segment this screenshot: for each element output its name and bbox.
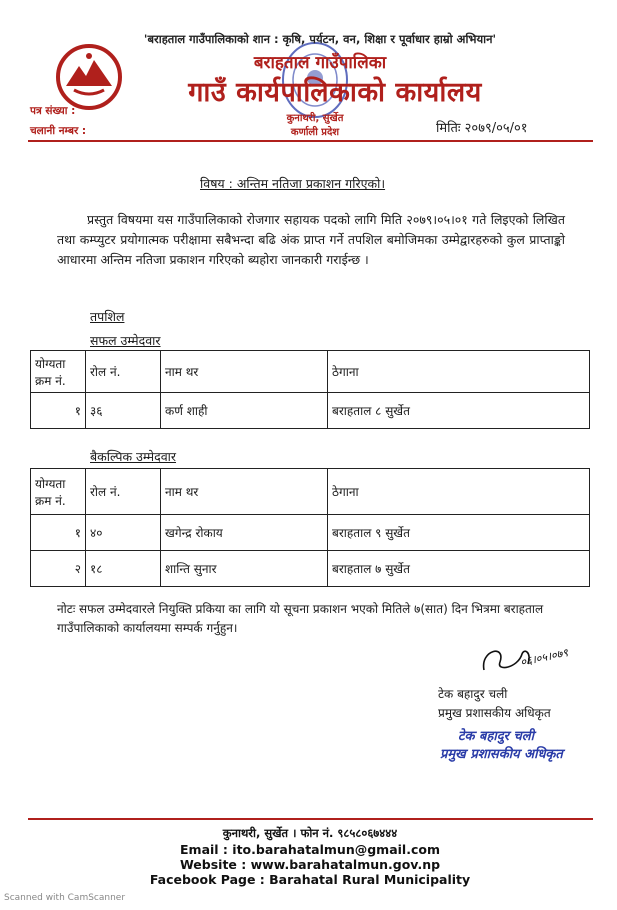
table-header-row: [31, 351, 590, 393]
column-header: नाम थर: [161, 351, 328, 393]
body-paragraph: प्रस्तुत विषयमा यस गाउँपालिकाको रोजगार सहायक पदको लागि मिति २०७९।०५।०१ गते लिइएको लिखित तथा कम्प्युटर प्रयोगात्मक परीक्षामा सबैभन्दा बढि अंक प्राप्त गर्ने तपशिल बमोजिमका उम्मेद्वारहरुको कुल प्राप्ताङ्को आधारमा अन्तिम नतिजा प्रकाशन गरिएको ब्यहोरा जानकारी गराईन्छ ।: [57, 212, 565, 267]
address-line-2: कर्णाली प्रदेश: [290, 127, 340, 138]
signatory-name: टेक बहादुर चली: [438, 687, 508, 701]
column-header: नाम थर: [161, 469, 328, 515]
municipality-name: बराहताल गाउँपालिका: [253, 53, 387, 73]
table-cell: १: [31, 393, 86, 429]
name-stamp: [440, 728, 563, 764]
letter-date: मितिः २०७९/०५/०१: [436, 121, 528, 136]
note-text: नोटः सफल उम्मेदवारले नियुक्ति प्रकिया का लागि यो सूचना प्रकाशन भएको मितिले ७(सात) दिन भित्रमा बराहताल गाउँपालिकाको कार्यालयमा सम्पर्क गर्नुहुन।: [57, 602, 544, 635]
subject-line: विषय : अन्तिम नतिजा प्रकाशन गरिएको।: [200, 176, 386, 191]
dispatch-number-label: चलानी नम्बर :: [30, 125, 87, 137]
column-header: ठेगाना: [328, 351, 590, 393]
header-divider: [28, 140, 593, 142]
footer-divider: [28, 818, 593, 820]
table-cell: शान्ति सुनार: [161, 551, 328, 587]
letter-number-label: पत्र संख्या :: [30, 105, 76, 117]
signatory-block: [438, 685, 551, 723]
signatory-title: प्रमुख प्रशासकीय अधिकृत: [438, 706, 551, 720]
table-cell: १: [31, 515, 86, 551]
stamp-name: टेक बहादुर चली: [458, 729, 534, 744]
column-header: योग्यता क्रम नं.: [31, 351, 86, 393]
table-cell: खगेन्द्र रोकाय: [161, 515, 328, 551]
stamp-title: प्रमुख प्रशासकीय अधिकृत: [440, 747, 563, 762]
footer-website[interactable]: Website : www.barahatalmun.gov.np: [179, 857, 441, 872]
column-header: रोल नं.: [86, 351, 161, 393]
successful-candidates-table: [30, 350, 590, 429]
table-header-row: [31, 469, 590, 515]
table-cell: ४०: [86, 515, 161, 551]
table-cell: ३६: [86, 393, 161, 429]
table-row: [31, 551, 590, 587]
column-header: ठेगाना: [328, 469, 590, 515]
table-cell: २: [31, 551, 86, 587]
alternate-heading: बैकल्पिक उम्मेदवार: [90, 449, 177, 464]
details-heading: तपशिल: [90, 309, 125, 324]
footer-address: कुनाथरी, सुर्खेत । फोन नं. ९८५८०६७४४४: [222, 826, 398, 840]
column-header: योग्यता क्रम नं.: [31, 469, 86, 515]
table-row: [31, 393, 590, 429]
office-name: गाउँ कार्यपालिकाको कार्यालय: [188, 77, 482, 108]
scanner-watermark: Scanned with CamScanner: [4, 893, 126, 903]
successful-heading: सफल उम्मेदवार: [90, 333, 161, 348]
footer-email[interactable]: Email : ito.barahatalmun@gmail.com: [180, 842, 440, 857]
slogan: 'बराहताल गाउँपालिकाको शान : कृषि, पर्यटन, वन, शिक्षा र पूर्वाधार हाम्रो अभियान': [143, 32, 497, 46]
address-line-1: कुनाथरी, सुर्खेत: [286, 113, 344, 124]
table-cell: कर्ण शाही: [161, 393, 328, 429]
table-row: [31, 515, 590, 551]
handwritten-date: ०६।०५।०७९: [519, 646, 570, 669]
table-cell: बराहताल ७ सुर्खेत: [328, 551, 590, 587]
alternate-candidates-table: [30, 468, 590, 587]
footer-facebook[interactable]: Facebook Page : Barahatal Rural Municipality: [149, 872, 471, 887]
table-cell: बराहताल ८ सुर्खेत: [328, 393, 590, 429]
table-cell: बराहताल ९ सुर्खेत: [328, 515, 590, 551]
nepal-emblem-logo: [54, 42, 124, 112]
column-header: रोल नं.: [86, 469, 161, 515]
table-cell: १८: [86, 551, 161, 587]
